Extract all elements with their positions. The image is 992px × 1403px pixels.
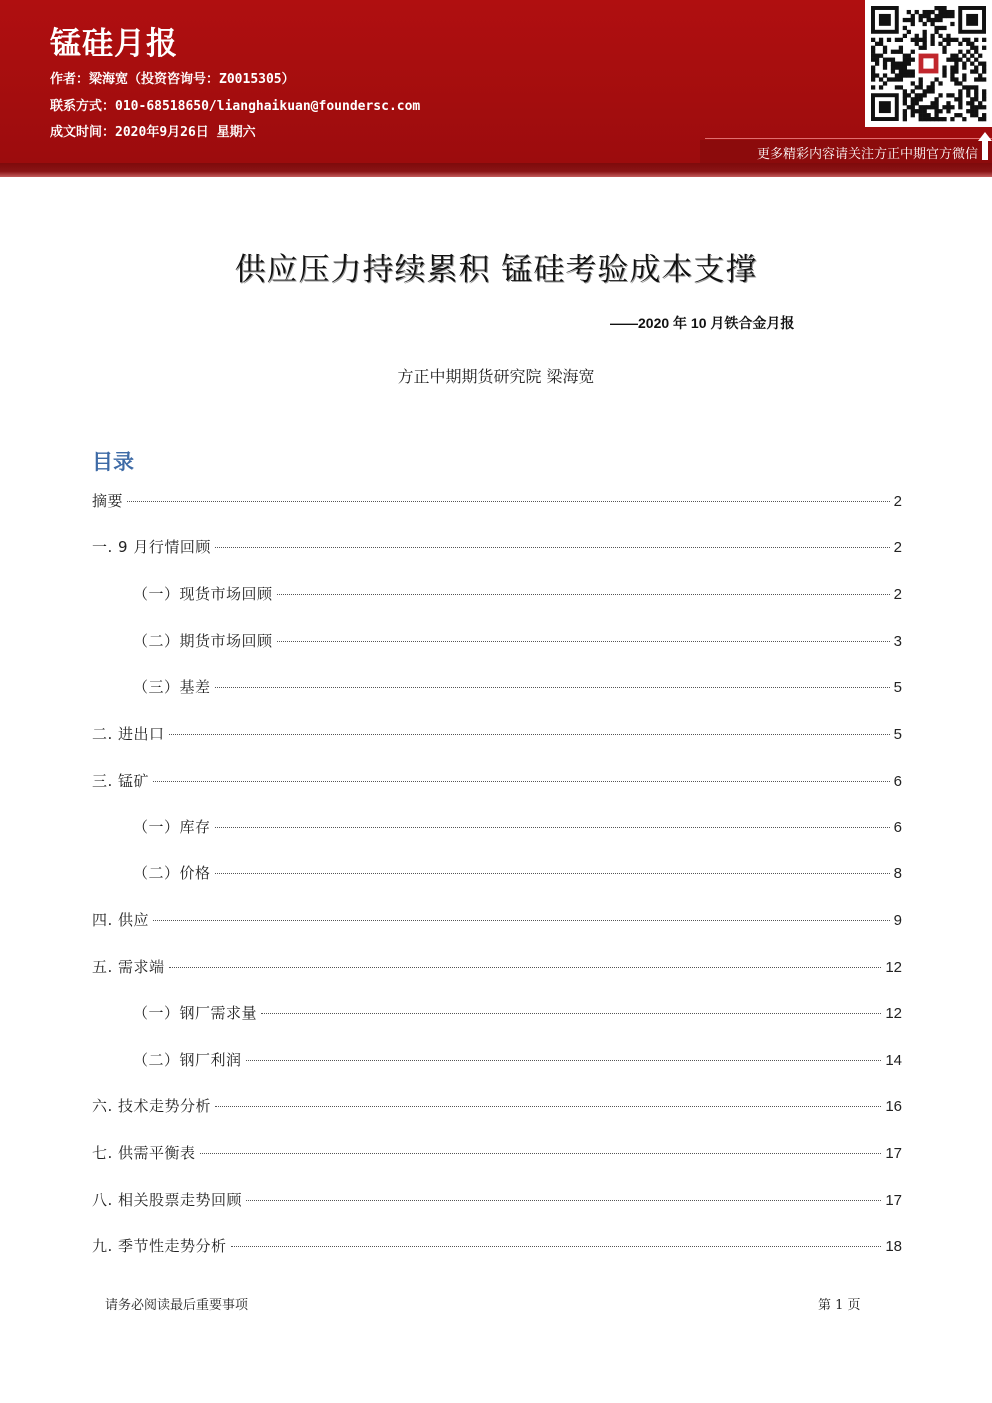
toc-item[interactable] — [92, 909, 902, 931]
toc-heading: 目录 — [92, 450, 134, 474]
toc-item[interactable] — [92, 1189, 902, 1211]
toc-item[interactable] — [133, 583, 902, 605]
toc-item[interactable] — [133, 1049, 902, 1071]
toc-leader-dots — [215, 827, 890, 828]
toc-leader-dots — [215, 547, 890, 548]
wechat-follow-text: 更多精彩内容请关注方正中期官方微信 — [756, 147, 978, 162]
toc-item-page: 6 — [893, 773, 902, 790]
toc-item-page: 12 — [885, 959, 902, 976]
toc-item-label: 五. 需求端 — [92, 958, 165, 976]
toc-item[interactable] — [133, 1002, 902, 1024]
toc-item-page: 5 — [893, 679, 902, 696]
toc-leader-dots — [215, 873, 890, 874]
wechat-divider — [705, 138, 992, 139]
toc-item[interactable] — [92, 956, 902, 978]
toc-item-label: （一）库存 — [133, 818, 211, 836]
toc-leader-dots — [215, 1106, 881, 1107]
report-author: 方正中期期货研究院 梁海宽 — [397, 367, 595, 386]
toc-item[interactable] — [92, 490, 902, 512]
toc-item-label: （三）基差 — [133, 678, 211, 696]
toc-leader-dots — [277, 641, 890, 642]
author-value: 梁海宽（投资咨询号：Z0015305） — [89, 72, 295, 87]
toc-item-page: 14 — [885, 1052, 902, 1069]
toc-item-label: 八. 相关股票走势回顾 — [92, 1191, 243, 1209]
toc-leader-dots — [261, 1013, 881, 1014]
toc-item-label: （二）价格 — [133, 864, 211, 882]
toc-item-label: 一. 9 月行情回顾 — [92, 538, 211, 556]
toc-leader-dots — [153, 781, 890, 782]
footer-page-number: 第 1 页 — [818, 1298, 861, 1313]
toc-item[interactable] — [92, 1095, 902, 1117]
qr-code-icon — [865, 0, 992, 127]
toc-item-label: 七. 供需平衡表 — [92, 1144, 196, 1162]
toc-item-page: 9 — [893, 912, 902, 929]
toc-item-page: 6 — [893, 819, 902, 836]
toc-item-page: 17 — [885, 1145, 902, 1162]
contact-value: 010-68518650/lianghaikuan@foundersc.com — [115, 99, 421, 114]
toc-item-label: （二）期货市场回顾 — [133, 632, 273, 650]
toc-item-page: 3 — [893, 633, 902, 650]
arrow-up-icon — [978, 132, 992, 160]
toc-item-label: 三. 锰矿 — [92, 772, 150, 790]
date-line — [50, 121, 256, 140]
toc-item-label: 六. 技术走势分析 — [92, 1097, 212, 1115]
toc-leader-dots — [246, 1060, 882, 1061]
toc-item[interactable] — [133, 630, 902, 652]
toc-leader-dots — [169, 734, 890, 735]
author-label: 作者： — [50, 72, 90, 87]
toc-item-label: 四. 供应 — [92, 911, 150, 929]
toc-leader-dots — [246, 1200, 881, 1201]
toc-item-label: 摘要 — [92, 492, 124, 510]
toc-item-label: （二）钢厂利润 — [133, 1051, 242, 1069]
toc-item-page: 2 — [893, 539, 902, 556]
toc-item[interactable] — [133, 676, 902, 698]
wechat-follow-bar — [700, 140, 992, 163]
qr-code-graphic — [865, 0, 992, 127]
toc-leader-dots — [127, 501, 890, 502]
footer-notice: 请务必阅读最后重要事项 — [105, 1298, 249, 1313]
toc-item-page: 2 — [893, 493, 902, 510]
toc-leader-dots — [277, 594, 890, 595]
toc-item-page: 5 — [893, 726, 902, 743]
date-value: 2020年9月26日 星期六 — [115, 125, 256, 140]
toc-item[interactable] — [133, 816, 902, 838]
toc-item[interactable] — [133, 862, 902, 884]
toc-item-label: （一）现货市场回顾 — [133, 585, 273, 603]
toc-item-page: 16 — [885, 1098, 902, 1115]
toc-item-label: 二. 进出口 — [92, 725, 165, 743]
toc-item-label: （一）钢厂需求量 — [133, 1004, 258, 1022]
contact-label: 联系方式： — [50, 99, 116, 114]
report-title: 供应压力持续累积 锰硅考验成本支撑 — [234, 252, 758, 288]
toc-item[interactable] — [92, 536, 902, 558]
report-series-title: 锰硅月报 — [50, 26, 178, 62]
date-label: 成文时间： — [50, 125, 116, 140]
header-shadow-band — [0, 163, 992, 177]
toc-leader-dots — [231, 1246, 882, 1247]
toc-item[interactable] — [92, 1142, 902, 1164]
toc-item-page: 2 — [893, 586, 902, 603]
toc-item[interactable] — [92, 1235, 902, 1257]
toc-leader-dots — [215, 687, 890, 688]
toc-leader-dots — [200, 1153, 882, 1154]
report-subtitle: ——2020 年 10 月铁合金月报 — [610, 315, 795, 331]
toc-leader-dots — [169, 967, 882, 968]
toc-item-page: 12 — [885, 1005, 902, 1022]
author-line — [50, 68, 295, 87]
toc-item-page: 8 — [893, 865, 902, 882]
toc-leader-dots — [153, 920, 890, 921]
contact-line — [50, 95, 420, 114]
toc-item[interactable] — [92, 770, 902, 792]
toc-item-label: 九. 季节性走势分析 — [92, 1237, 227, 1255]
toc-item-page: 18 — [885, 1238, 902, 1255]
toc-item[interactable] — [92, 723, 902, 745]
toc-item-page: 17 — [885, 1192, 902, 1209]
